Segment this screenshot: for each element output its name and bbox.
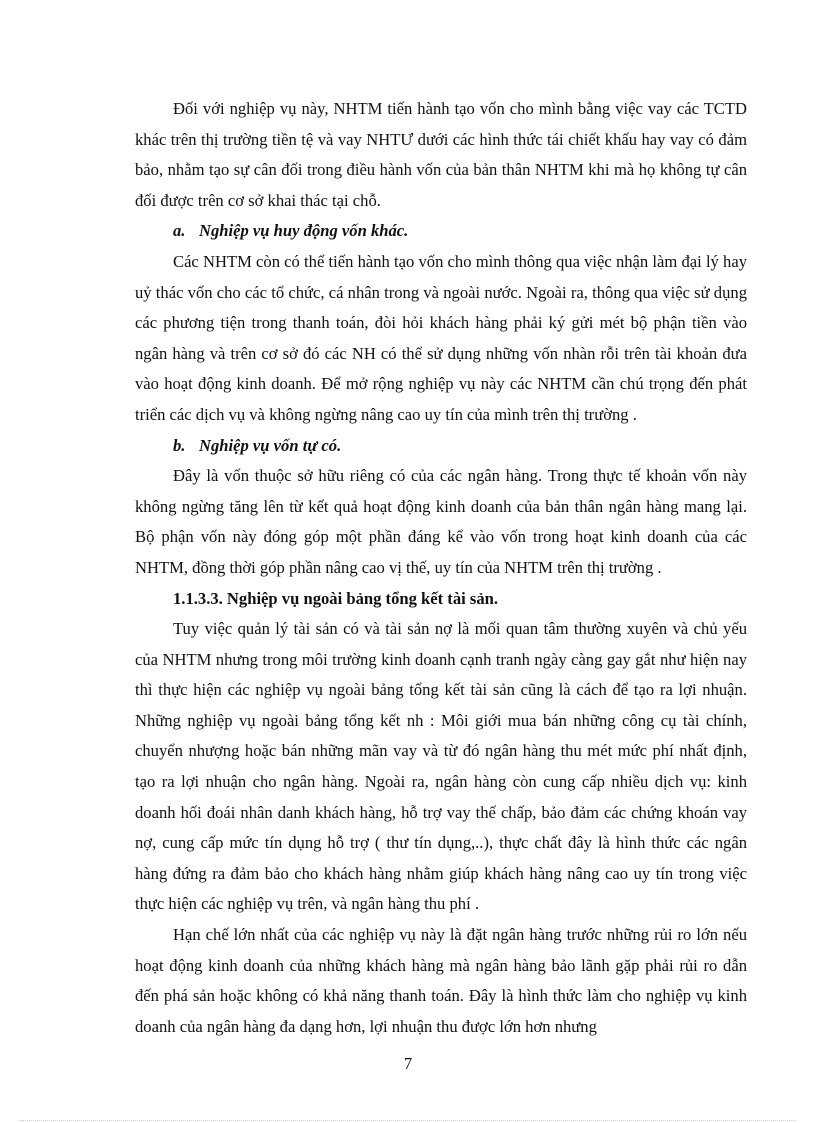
document-body <box>135 94 747 1042</box>
heading-off-balance-sheet: 1.1.3.3. Nghiệp vụ ngoài bảng tổng kết tài sản. <box>173 588 499 608</box>
subheading-text: Nghiệp vụ huy động vốn khác. <box>199 221 409 241</box>
paragraph-own-capital: Đây là vốn thuộc sở hữu riêng có của các ngân hàng. Trong thực tế khoản vốn này không ngừng tăng lên từ kết quả hoạt động kinh doanh của bản thân ngân hàng mang lại. Bộ phận vốn này đóng góp một phần đáng kể vào vốn trong hoạt kinh doanh của các NHTM, đồng thời góp phần nâng cao vị thế, uy tín của NHTM trên thị trường . <box>135 466 747 577</box>
subheading-text: Nghiệp vụ vốn tự có. <box>199 435 342 455</box>
page-number: 7 <box>403 1054 413 1073</box>
paragraph-agency-trust: Các NHTM còn có thể tiến hành tạo vốn cho mình thông qua việc nhận làm đại lý hay uỷ thác vốn cho các tổ chức, cá nhân trong và ngoài nước. Ngoài ra, thông qua việc sử dụng các phương tiện trong thanh toán, đòi hỏi khách hàng phải ký gửi mét bộ phận tiền vào ngân hàng và trên cơ sở đó các NH có thể sử dụng những vốn nhàn rỗi trên tài khoản đưa vào hoạt động kinh doanh. Để mở rộng nghiệp vụ này các NHTM cần chú trọng đến phát triển các dịch vụ và không ngừng nâng cao uy tín của mình trên thị trường . <box>135 251 747 424</box>
paragraph-interbank-borrowing: Đối với nghiệp vụ này, NHTM tiến hành tạo vốn cho mình bằng việc vay các TCTD khác trên thị trường tiền tệ và vay NHTƯ dưới các hình thức tái chiết khấu hay vay có đảm bảo, nhằm tạo sự cân đối trong điều hành vốn của bản thân NHTM khi mà họ không tự cân đối được trên cơ sở khai thác tại chỗ. <box>135 99 747 210</box>
subheading-own-capital <box>135 431 747 462</box>
subheading-other-mobilization <box>135 216 747 247</box>
subheading-prefix: b. <box>173 435 186 455</box>
subheading-prefix: a. <box>173 221 186 241</box>
paragraph-off-balance-services: Tuy việc quản lý tài sản có và tài sản nợ là mối quan tâm thường xuyên và chủ yếu của NHTM nhưng trong môi trường kinh doanh cạnh tranh ngày càng gay gắt như hiện nay thì thực hiện các nghiệp vụ ngoài bảng tổng kết tài sản cũng là cách để tạo ra lợi nhuận. Những nghiệp vụ ngoài bảng tổng kết nh : Môi giới mua bán những công cụ tài chính, chuyển nhượng hoặc bán những mãn vay và từ đó ngân hàng thu mét mức phí nhất định, tạo ra lợi nhuận cho ngân hàng. Ngoài ra, ngân hàng còn cung cấp nhiều dịch vụ: kinh doanh hối đoái nhân danh khách hàng, hỗ trợ vay thế chấp, bảo đảm các chứng khoán vay nợ, cung cấp mức tín dụng hỗ trợ ( thư tín dụng,..), thực chất đây là hình thức các ngân hàng đứng ra đảm bảo cho khách hàng nhằm giúp khách hàng nâng cao uy tín trong việc thực hiện các nghiệp vụ trên, và ngân hàng thu phí . <box>135 619 747 914</box>
footer-divider <box>20 1120 796 1121</box>
paragraph-risk-limitations: Hạn chế lớn nhất của các nghiệp vụ này là đặt ngân hàng trước những rủi ro lớn nếu hoạt động kinh doanh của những khách hàng mà ngân hàng bảo lãnh gặp phải rủi ro dẫn đến phá sản hoặc không có khả năng thanh toán. Đây là hình thức làm cho nghiệp vụ kinh doanh của ngân hàng đa dạng hơn, lợi nhuận thu được lớn hơn nhưng <box>135 925 747 1036</box>
